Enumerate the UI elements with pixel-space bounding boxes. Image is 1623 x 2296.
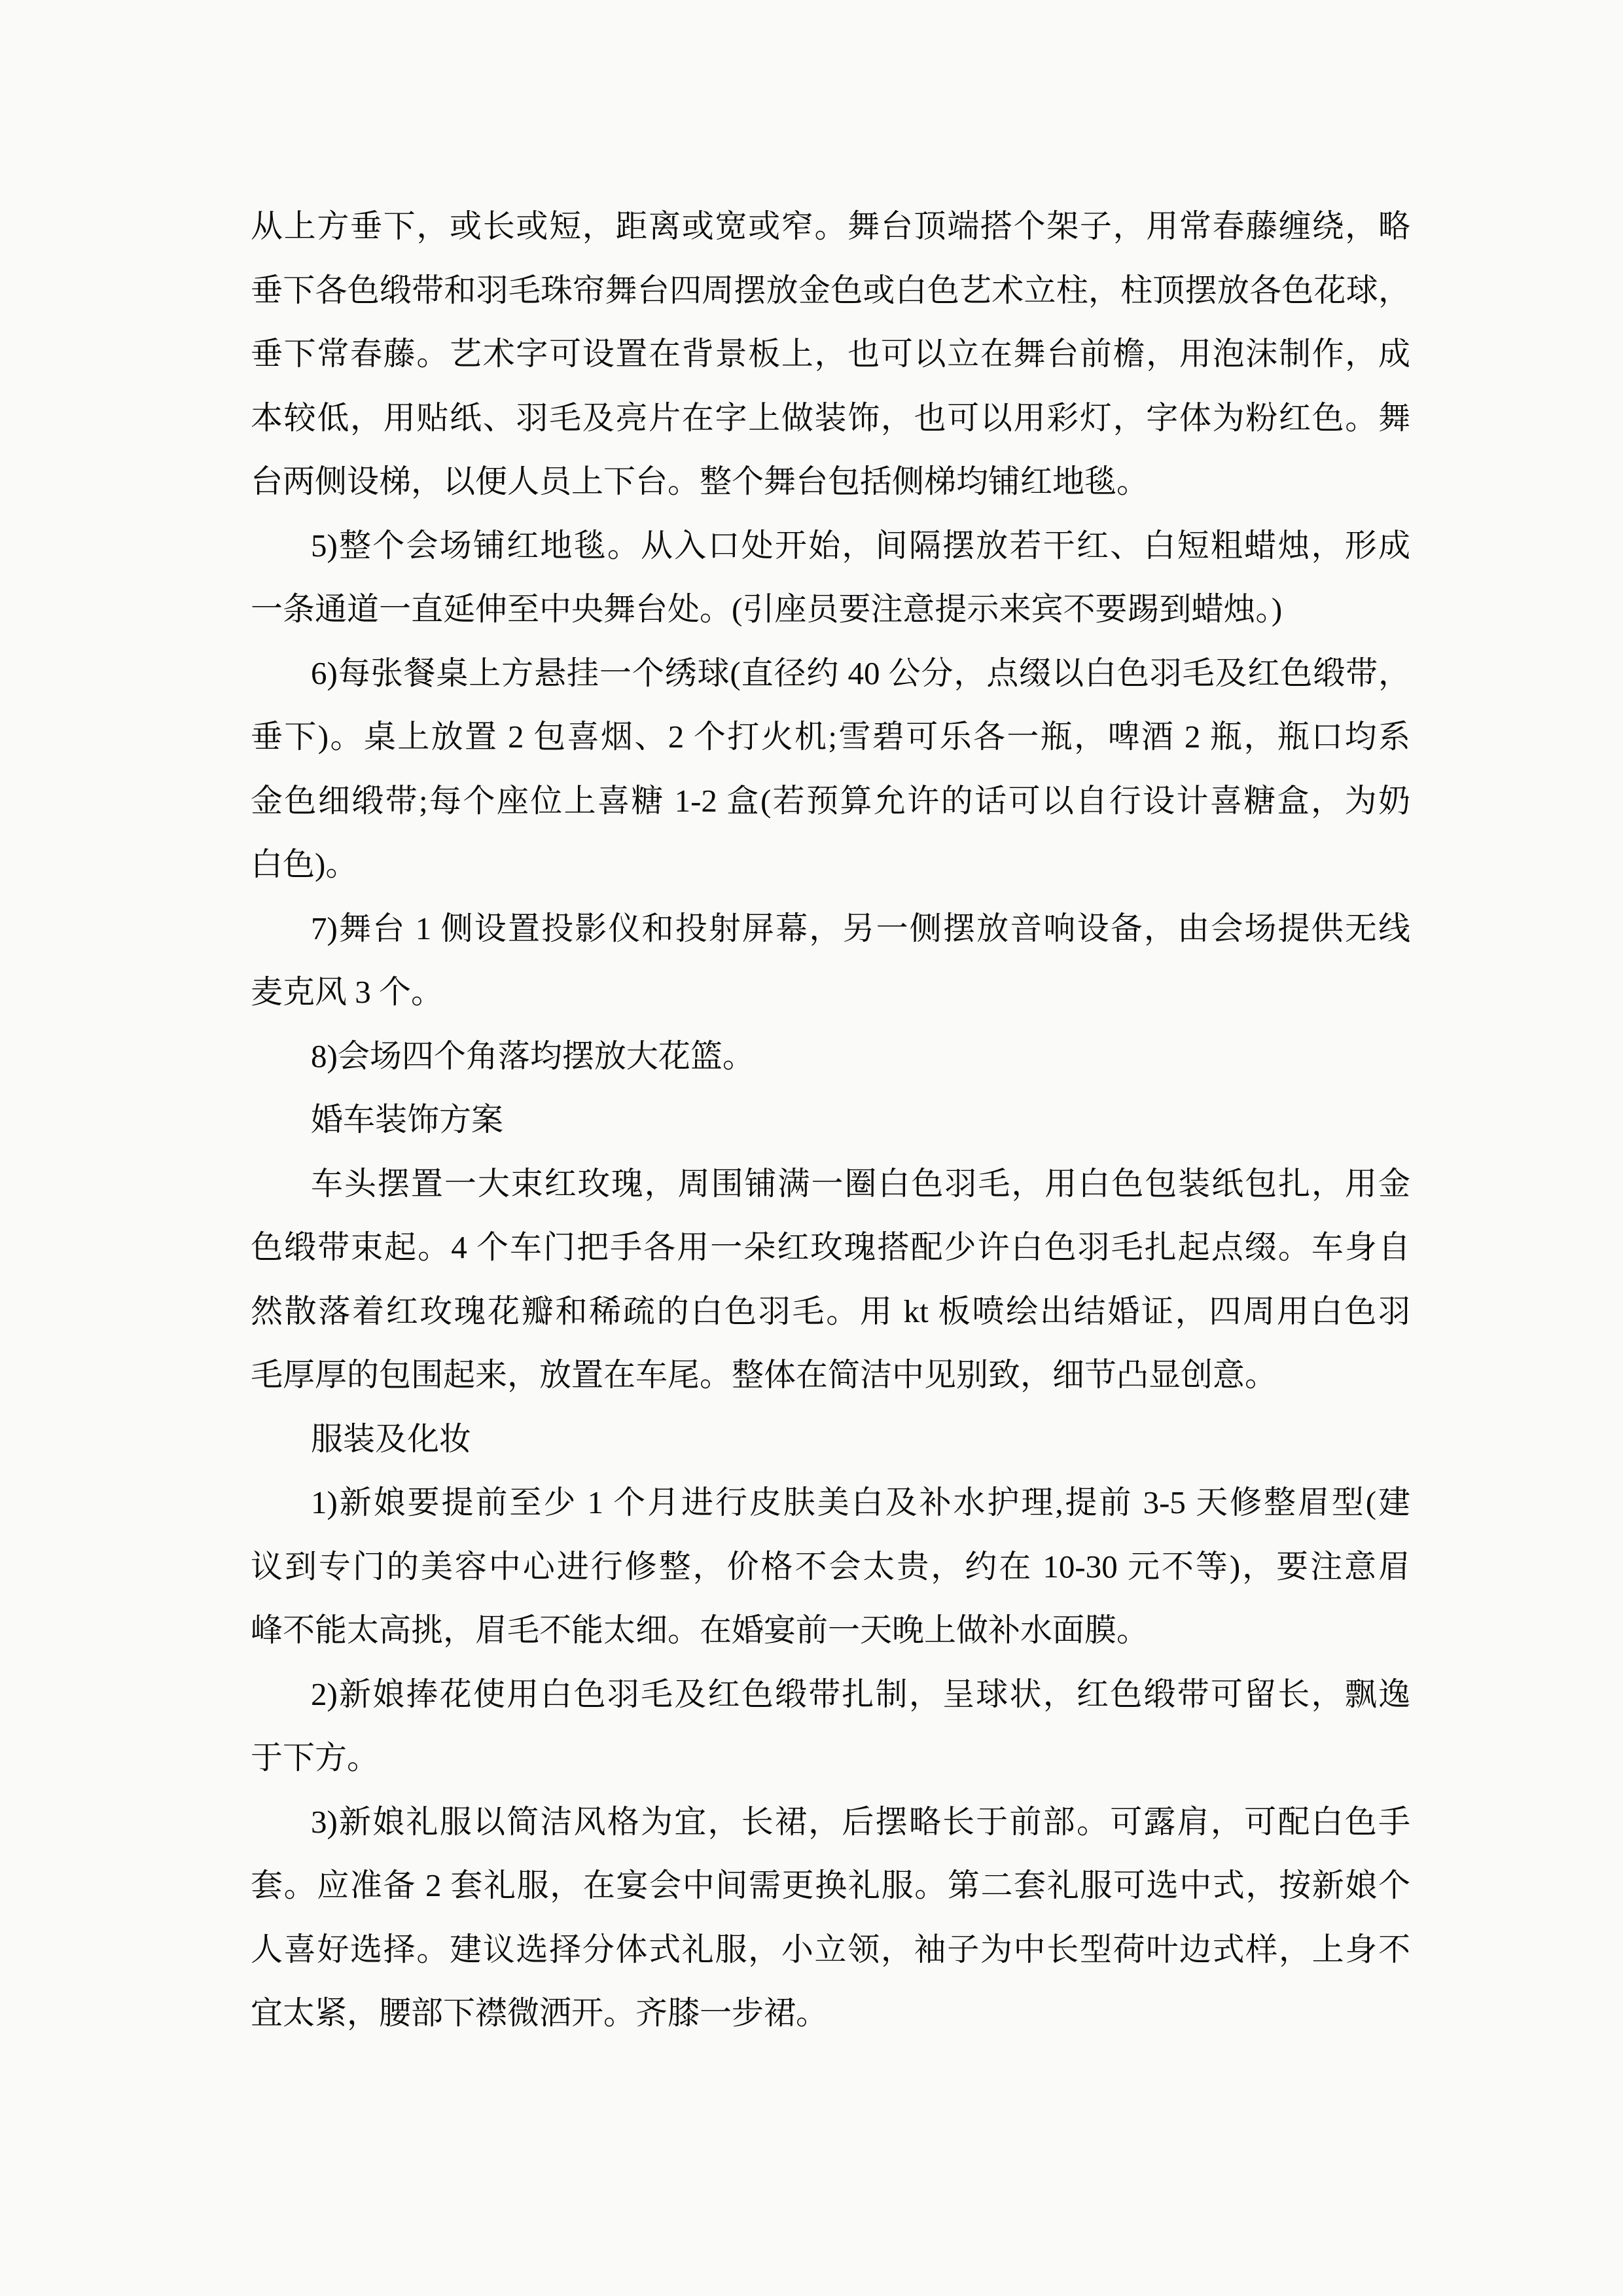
text-line: 车头摆置一大束红玫瑰，周围铺满一圈白色羽毛，用白色包装纸包扎，用金 (311, 1165, 1410, 1202)
text-line: 7)舞台 1 侧设置投影仪和投射屏幕，另一侧摆放音响设备，由会场提供无线 (311, 910, 1410, 946)
text-line: 然散落着红玫瑰花瓣和稀疏的白色羽毛。用 kt 板喷绘出结婚证，四周用白色羽 (251, 1293, 1410, 1329)
text-line: 垂下各色缎带和羽毛珠帘舞台四周摆放金色或白色艺术立柱，柱顶摆放各色花球， (251, 272, 1410, 308)
text-line: 套。应准备 2 套礼服，在宴会中间需更换礼服。第二套礼服可选中式，按新娘个 (251, 1867, 1410, 1903)
text-line: 毛厚厚的包围起来，放置在车尾。整体在简洁中见别致，细节凸显创意。 (251, 1357, 1277, 1393)
text-line: 台两侧设梯，以便人员上下台。整个舞台包括侧梯均铺红地毯。 (251, 463, 1149, 499)
text-line: 从上方垂下，或长或短，距离或宽或窄。舞台顶端搭个架子，用常春藤缠绕，略 (251, 208, 1410, 244)
text-line: 8)会场四个角落均摆放大花篮。 (311, 1037, 755, 1074)
text-line: 垂下常春藤。艺术字可设置在背景板上，也可以立在舞台前檐，用泡沫制作，成 (251, 336, 1410, 372)
text-line: 议到专门的美容中心进行修整，价格不会太贵，约在 10-30 元不等)，要注意眉 (251, 1548, 1410, 1585)
text-block (251, 194, 1410, 2045)
text-line: 峰不能太高挑，眉毛不能太细。在婚宴前一天晚上做补水面膜。 (251, 1612, 1149, 1648)
text-line: 白色)。 (251, 846, 358, 882)
text-line: 麦克风 3 个。 (251, 974, 444, 1010)
text-line: 人喜好选择。建议选择分体式礼服，小立领，袖子为中长型荷叶边式样，上身不 (251, 1931, 1410, 1967)
text-line: 垂下)。桌上放置 2 包喜烟、2 个打火机;雪碧可乐各一瓶，啤酒 2 瓶，瓶口均系 (251, 719, 1410, 755)
text-line: 6)每张餐桌上方悬挂一个绣球(直径约 40 公分，点缀以白色羽毛及红色缎带， (311, 655, 1410, 691)
text-line: 服装及化妆 (311, 1420, 472, 1457)
text-line: 一条通道一直延伸至中央舞台处。(引座员要注意提示来宾不要踢到蜡烛。) (251, 591, 1283, 627)
text-line: 本较低，用贴纸、羽毛及亮片在字上做装饰，也可以用彩灯，字体为粉红色。舞 (251, 399, 1410, 436)
text-line: 宜太紧，腰部下襟微洒开。齐膝一步裙。 (251, 1995, 829, 2031)
text-line: 2)新娘捧花使用白色羽毛及红色缎带扎制，呈球状，红色缎带可留长，飘逸 (311, 1676, 1410, 1712)
text-line: 5)整个会场铺红地毯。从入口处开始，间隔摆放若干红、白短粗蜡烛，形成 (311, 527, 1410, 564)
text-line: 婚车装饰方案 (311, 1102, 504, 1138)
text-line: 1)新娘要提前至少 1 个月进行皮肤美白及补水护理,提前 3-5 天修整眉型(建 (311, 1484, 1410, 1520)
text-line: 3)新娘礼服以简洁风格为宜，长裙，后摆略长于前部。可露肩，可配白色手 (311, 1803, 1410, 1840)
text-line: 色缎带束起。4 个车门把手各用一朵红玫瑰搭配少许白色羽毛扎起点缀。车身自 (251, 1229, 1410, 1265)
text-line: 金色细缎带;每个座位上喜糖 1-2 盒(若预算允许的话可以自行设计喜糖盒，为奶 (251, 782, 1410, 819)
text-line: 于下方。 (251, 1740, 380, 1776)
